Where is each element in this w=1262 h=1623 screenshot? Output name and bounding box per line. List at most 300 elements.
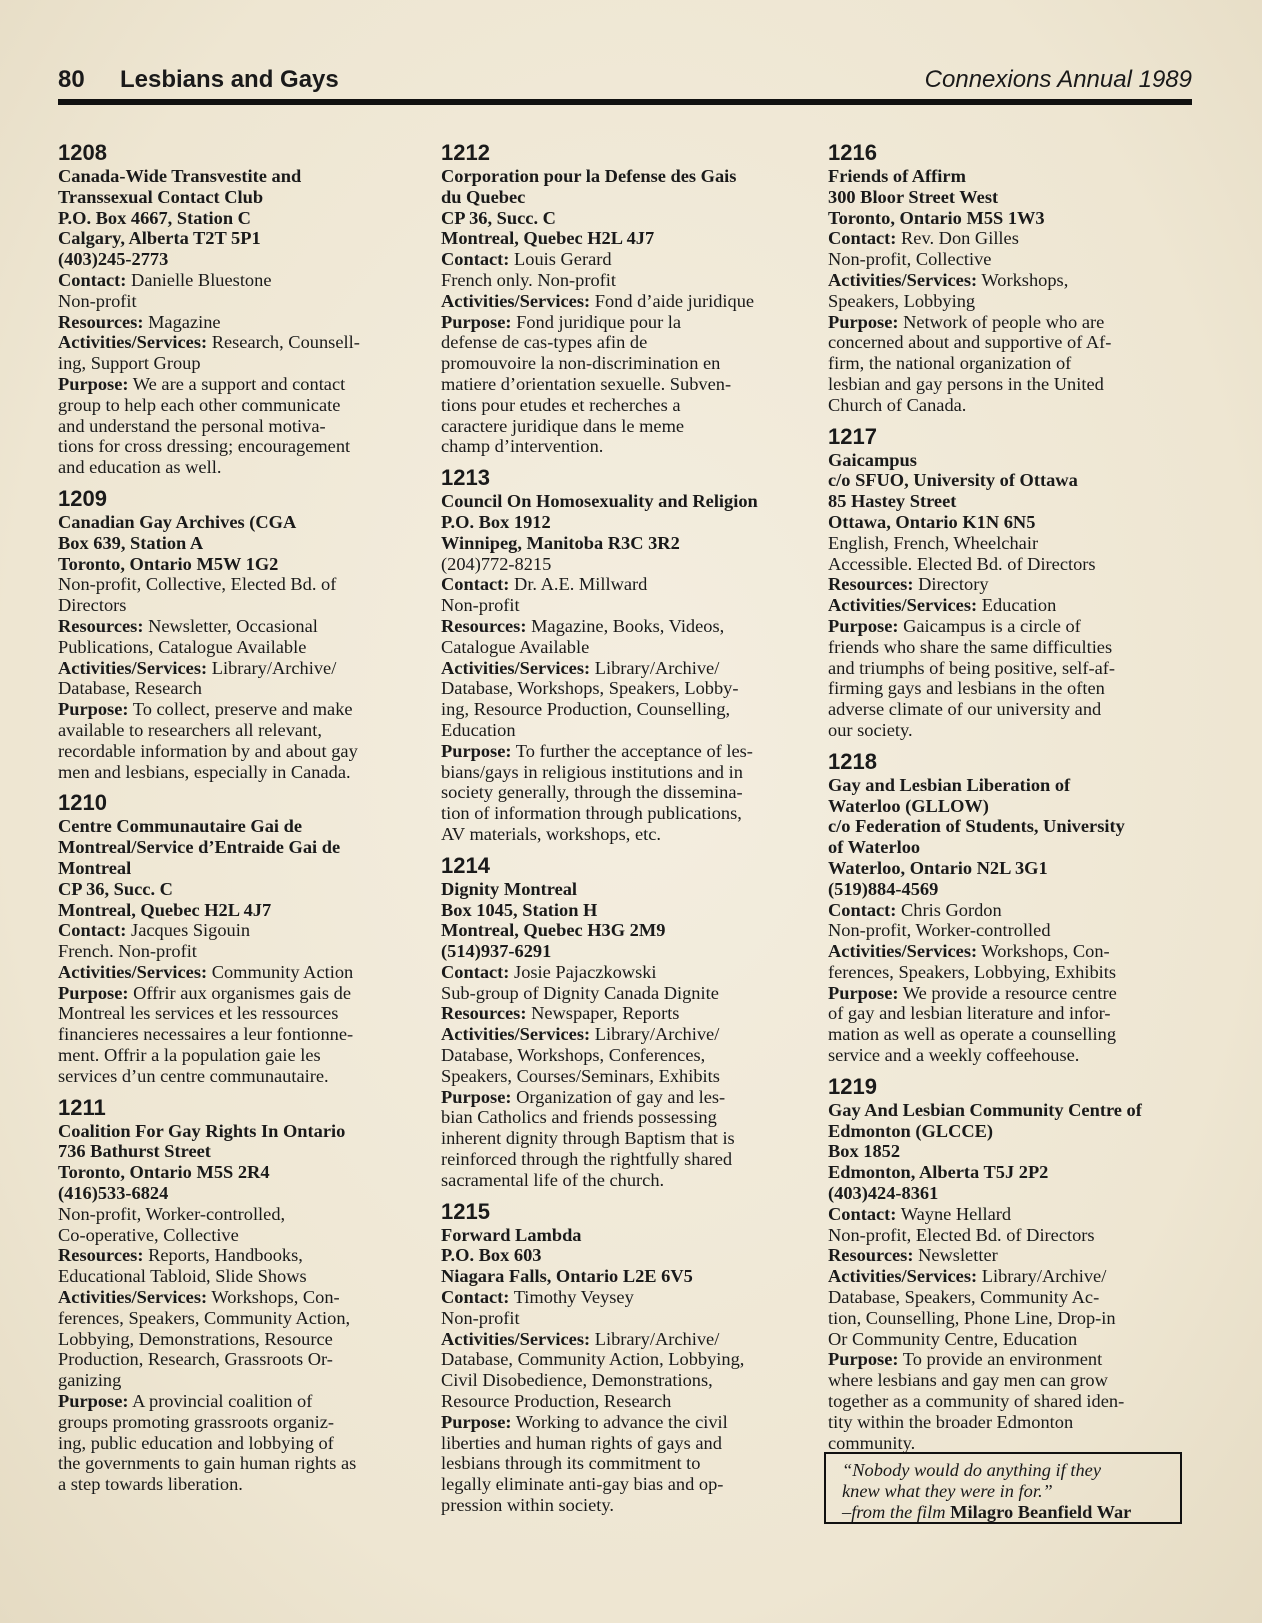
field-text: Community Action [207, 961, 354, 982]
entry-line [828, 720, 1192, 741]
field-text: lesbians through its commitment to [441, 1453, 701, 1474]
field-text: ganizing [58, 1370, 122, 1391]
entry-line [828, 637, 1192, 658]
field-text: bians/gays in religious institutions and in [441, 761, 743, 782]
field-text: Non-profit, Elected Bd. of Directors [828, 1224, 1095, 1245]
entry-line [58, 533, 418, 554]
quote-source-prefix: –from the film [842, 1502, 946, 1522]
entry-line [441, 1433, 805, 1454]
field-text: adverse climate of our university and [828, 699, 1102, 720]
page-number: 80 [58, 66, 85, 93]
entry-heading-text: c/o Federation of Students, University [828, 816, 1125, 837]
field-text: Sub-group of Dignity Canada Dignite [441, 982, 719, 1003]
entry-line [58, 1003, 418, 1024]
field-text: Non-profit [58, 290, 137, 311]
entry-heading-text: P.O. Box 1912 [441, 511, 551, 532]
entry-line [828, 291, 1192, 312]
entry-number: 1215 [441, 1198, 490, 1224]
field-text: Library/Archive/ [977, 1266, 1107, 1287]
field-text: and understand the personal motiva- [58, 415, 326, 436]
field-text: Library/Archive/ [590, 1328, 720, 1349]
field-label: Activities/Services: [828, 941, 978, 962]
field-text: services d’un centre communautaire. [58, 1065, 329, 1086]
field-text: and triumphs of being positive, self-af- [828, 657, 1116, 678]
field-text: Database, Workshops, Conferences, [441, 1045, 706, 1066]
field-label: Activities/Services: [58, 961, 208, 982]
field-text: tion of information through publications, [441, 803, 742, 824]
field-text: Network of people who are [898, 311, 1105, 332]
field-text: Workshops, Con- [977, 941, 1110, 962]
entry-number: 1217 [828, 423, 877, 449]
entry-line [441, 1087, 805, 1108]
entry-line [58, 741, 418, 762]
field-text: Offrir aux organismes gais de [128, 982, 352, 1003]
entry-heading-text: Ottawa, Ontario K1N 6N5 [828, 511, 1036, 532]
entry-line [828, 1003, 1192, 1024]
directory-entry [828, 749, 1192, 1066]
entry-line [58, 416, 418, 437]
field-text: Civil Disobedience, Demonstrations, [441, 1370, 713, 1391]
entry-line [828, 941, 1192, 962]
entry-heading-text: 736 Bathurst Street [58, 1141, 211, 1162]
entry-line [828, 1245, 1192, 1266]
directory-entry [828, 140, 1192, 416]
field-label: Resources: [441, 615, 527, 636]
entry-heading-text: 300 Bloor Street West [828, 186, 999, 207]
entry-line [441, 1412, 805, 1433]
field-text: where lesbians and gay men can grow [828, 1370, 1108, 1391]
entry-line [828, 512, 1192, 533]
field-text: French only. Non-profit [441, 269, 617, 290]
entry-line [58, 554, 418, 575]
entry-heading-text: Toronto, Ontario M5W 1G2 [58, 553, 279, 574]
entry-line [58, 1308, 418, 1329]
field-label: Purpose: [441, 740, 512, 761]
field-text: To collect, preserve and make [128, 699, 353, 720]
entry-line [441, 1024, 805, 1045]
entry-line [828, 837, 1192, 858]
field-text: tity within the broader Edmonton [828, 1411, 1074, 1432]
entry-line [441, 416, 805, 437]
entry-line [58, 879, 418, 900]
entry-line [58, 228, 418, 249]
entry-line [441, 574, 805, 595]
entry-line [58, 374, 418, 395]
field-text: matiere d’orientation sexuelle. Subven- [441, 373, 732, 394]
field-text: men and lesbians, especially in Canada. [58, 761, 351, 782]
field-text: Education [977, 595, 1057, 616]
entry-heading-text: Box 1852 [828, 1141, 901, 1162]
field-text: Database, Research [58, 678, 202, 699]
entry-heading-text: c/o SFUO, University of Ottawa [828, 470, 1078, 491]
header-rule [58, 99, 1192, 105]
field-text: Working to advance the civil [511, 1411, 728, 1432]
entry-line [828, 249, 1192, 270]
field-text: Database, Speakers, Community Ac- [828, 1287, 1100, 1308]
entry-line [828, 574, 1192, 595]
directory-entry [441, 140, 805, 457]
field-text: Catalogue Available [441, 636, 590, 657]
entry-line [828, 775, 1192, 796]
entry-line [828, 678, 1192, 699]
entry-heading-text: Council On Homosexuality and Religion [441, 491, 758, 512]
entry-line [58, 1391, 418, 1412]
field-text: lesbian and gay persons in the United [828, 373, 1104, 394]
field-label: Contact: [58, 920, 127, 941]
field-label: Purpose: [828, 1349, 899, 1370]
entry-line [828, 616, 1192, 637]
entry-line [828, 816, 1192, 837]
entry-line [828, 879, 1192, 900]
entry-number: 1211 [58, 1094, 106, 1120]
field-text: Non-profit, Worker-controlled, [58, 1203, 286, 1224]
entry-line [58, 512, 418, 533]
directory-entry [58, 486, 418, 782]
field-text: Rev. Don Gilles [896, 228, 1019, 249]
field-label: Purpose: [828, 982, 899, 1003]
entry-heading-text: (403)424-8361 [828, 1183, 939, 1204]
entry-line [441, 395, 805, 416]
field-label: Activities/Services: [828, 595, 978, 616]
entry-line [441, 1495, 805, 1516]
page-header [58, 62, 1192, 96]
entry-line [828, 533, 1192, 554]
field-text: Directory [913, 574, 989, 595]
entry-line [58, 1204, 418, 1225]
entry-line [58, 1370, 418, 1391]
entry-heading-text: Canadian Gay Archives (CGA [58, 511, 297, 532]
field-text: Directors [58, 595, 127, 616]
entry-number: 1214 [441, 852, 490, 878]
field-text: Dr. A.E. Millward [509, 574, 648, 595]
field-label: Activities/Services: [58, 657, 208, 678]
entry-line [828, 658, 1192, 679]
entry-line [58, 1329, 418, 1350]
field-text: Workshops, [977, 269, 1069, 290]
field-text: Educational Tabloid, Slide Shows [58, 1266, 307, 1287]
entry-line [828, 1225, 1192, 1246]
entry-line [58, 658, 418, 679]
entry-line [441, 962, 805, 983]
field-text: Library/Archive/ [590, 1024, 720, 1045]
field-text: Montreal les services et les ressources [58, 1003, 339, 1024]
field-label: Activities/Services: [828, 1266, 978, 1287]
entry-line [441, 782, 805, 803]
entry-heading-text: Centre Communautaire Gai de [58, 816, 302, 837]
entry-heading-text: P.O. Box 603 [441, 1245, 542, 1266]
field-text: mation as well as operate a counselling [828, 1024, 1117, 1045]
field-text: (204)772-8215 [441, 553, 552, 574]
entry-heading-text: Montreal/Service d’Entraide Gai de [58, 837, 341, 858]
entry-line [58, 332, 418, 353]
entry-line [58, 858, 418, 879]
field-text: We are a support and contact [128, 373, 346, 394]
field-text: Workshops, Con- [207, 1287, 340, 1308]
field-text: of gay and lesbian literature and infor- [828, 1003, 1111, 1024]
entry-heading-text: Toronto, Ontario M5S 1W3 [828, 207, 1045, 228]
field-text: firm, the national organization of [828, 353, 1072, 374]
field-text: friends who share the same difficulties [828, 636, 1113, 657]
publication-title: Connexions Annual 1989 [924, 66, 1192, 93]
entry-line [828, 332, 1192, 353]
entry-line [441, 1170, 805, 1191]
column-1 [58, 140, 418, 1503]
field-text: Education [441, 719, 516, 740]
field-label: Resources: [58, 615, 144, 636]
field-text: tions for cross dressing; encouragement [58, 436, 351, 457]
entry-line [828, 1141, 1192, 1162]
field-text: defense de cas-types afin de [441, 332, 648, 353]
field-text: tion, Counselling, Phone Line, Drop-in [828, 1307, 1116, 1328]
field-text: Organization of gay and les- [511, 1086, 726, 1107]
field-label: Resources: [441, 1003, 527, 1024]
entry-line [58, 353, 418, 374]
field-text: financieres necessaires a leur fontionne- [58, 1024, 354, 1045]
entry-line [828, 554, 1192, 575]
entry-line [828, 450, 1192, 471]
field-text: Lobbying, Demonstrations, Resource [58, 1328, 333, 1349]
field-text: Reports, Handbooks, [143, 1245, 303, 1266]
field-text: Or Community Centre, Education [828, 1328, 1078, 1349]
entry-line [828, 900, 1192, 921]
entry-line [828, 1412, 1192, 1433]
entry-line [441, 353, 805, 374]
entry-line [441, 228, 805, 249]
field-label: Purpose: [828, 311, 899, 332]
entry-line [58, 720, 418, 741]
field-text: Fond juridique pour la [511, 311, 682, 332]
field-text: together as a community of shared iden- [828, 1391, 1125, 1412]
entry-line [58, 436, 418, 457]
field-text: Database, Community Action, Lobbying, [441, 1349, 745, 1370]
entry-line [828, 1024, 1192, 1045]
entry-line [58, 637, 418, 658]
entry-line [441, 1266, 805, 1287]
entry-heading-text: Montreal, Quebec H2L 4J7 [441, 228, 655, 249]
entry-line [828, 187, 1192, 208]
entry-line [441, 166, 805, 187]
entry-line [441, 1370, 805, 1391]
entry-line [441, 941, 805, 962]
entry-line [58, 837, 418, 858]
entry-line [441, 900, 805, 921]
entry-line [58, 1287, 418, 1308]
entry-line [58, 395, 418, 416]
entry-line [828, 1391, 1192, 1412]
quote-line-1: “Nobody would do anything if they [842, 1460, 1101, 1480]
entry-heading-text: (519)884-4569 [828, 878, 939, 899]
field-text: concerned about and supportive of Af- [828, 332, 1112, 353]
field-text: Non-profit, Collective [828, 249, 992, 270]
field-label: Activities/Services: [441, 290, 591, 311]
entry-heading-text: Waterloo, Ontario N2L 3G1 [828, 857, 1048, 878]
entry-line [58, 816, 418, 837]
entry-heading-text: du Quebec [441, 186, 526, 207]
field-text: champ d’intervention. [441, 436, 604, 457]
entry-line [828, 796, 1192, 817]
field-text: society generally, through the dissemina- [441, 782, 743, 803]
entry-heading-text: (514)937-6291 [441, 941, 552, 962]
field-text: available to researchers all relevant, [58, 719, 322, 740]
entry-line [828, 858, 1192, 879]
entry-line [441, 1474, 805, 1495]
entry-line [441, 920, 805, 941]
entry-line [441, 1245, 805, 1266]
entry-line [58, 1349, 418, 1370]
field-text: and education as well. [58, 457, 222, 478]
entry-heading-text: Box 639, Station A [58, 532, 204, 553]
entry-line [441, 1107, 805, 1128]
field-label: Activities/Services: [58, 1287, 208, 1308]
field-text: ing, Resource Production, Counselling, [441, 699, 731, 720]
entry-heading-text: Niagara Falls, Ontario L2E 6V5 [441, 1266, 693, 1287]
field-text: A provincial coalition of [128, 1391, 313, 1412]
entry-line [441, 491, 805, 512]
entry-heading-text: Edmonton, Alberta T5J 2P2 [828, 1162, 1049, 1183]
field-label: Activities/Services: [441, 657, 591, 678]
entry-line [828, 1349, 1192, 1370]
entry-line [58, 291, 418, 312]
field-text: Magazine [143, 311, 221, 332]
entry-line [828, 208, 1192, 229]
entry-line [828, 595, 1192, 616]
entry-line [828, 353, 1192, 374]
field-text: inherent dignity through Baptism that is [441, 1128, 735, 1149]
entry-line [441, 1391, 805, 1412]
field-text: Wayne Hellard [896, 1203, 1012, 1224]
directory-entry [441, 1199, 805, 1516]
field-text: ing, Support Group [58, 353, 201, 374]
field-text: promouvoire la non-discrimination en [441, 353, 721, 374]
entry-line [441, 1066, 805, 1087]
field-text: ferences, Speakers, Community Action, [58, 1307, 351, 1328]
entry-line [828, 1100, 1192, 1121]
field-label: Resources: [58, 311, 144, 332]
entry-line [58, 312, 418, 333]
entry-heading-text: Friends of Affirm [828, 166, 966, 186]
entry-heading-text: 85 Hastey Street [828, 491, 957, 512]
entry-heading-text: Montreal, Quebec H3G 2M9 [441, 920, 666, 941]
entry-line [58, 962, 418, 983]
entry-line [58, 1024, 418, 1045]
column-2 [441, 140, 805, 1524]
field-text: ferences, Speakers, Lobbying, Exhibits [828, 961, 1117, 982]
quote-source-title: Milagro Beanfield War [950, 1502, 1132, 1522]
entry-heading-text: Waterloo (GLLOW) [828, 795, 989, 816]
field-label: Purpose: [441, 311, 512, 332]
entry-line [58, 762, 418, 783]
directory-entry [58, 1095, 418, 1495]
entry-line [58, 1225, 418, 1246]
entry-line [441, 1225, 805, 1246]
field-text: Library/Archive/ [590, 657, 720, 678]
directory-entry [828, 424, 1192, 741]
field-label: Contact: [828, 228, 897, 249]
entry-line [58, 270, 418, 291]
field-text: Chris Gordon [896, 899, 1002, 920]
entry-line [58, 208, 418, 229]
entry-heading-text: CP 36, Succ. C [441, 207, 556, 228]
field-text: Louis Gerard [509, 249, 612, 270]
field-text: Research, Counsell- [207, 332, 360, 353]
entry-line [441, 658, 805, 679]
entry-number: 1216 [828, 140, 877, 165]
field-text: Speakers, Courses/Seminars, Exhibits [441, 1065, 720, 1086]
field-text: Josie Pajaczkowski [509, 961, 657, 982]
directory-entry [441, 465, 805, 845]
entry-line [58, 1121, 418, 1142]
entry-line [441, 824, 805, 845]
field-label: Resources: [828, 574, 914, 595]
field-label: Purpose: [828, 615, 899, 636]
entry-line [441, 879, 805, 900]
field-text: community. [828, 1432, 916, 1453]
field-text: Co-operative, Collective [58, 1224, 239, 1245]
entry-line [441, 1045, 805, 1066]
entry-heading-text: Calgary, Alberta T2T 5P1 [58, 228, 261, 249]
entry-line [441, 270, 805, 291]
field-text: service and a weekly coffeehouse. [828, 1045, 1080, 1066]
field-text: our society. [828, 719, 913, 740]
field-text: Timothy Veysey [509, 1287, 634, 1308]
entry-line [828, 1433, 1192, 1454]
quote-box [824, 1452, 1182, 1524]
entry-heading-text: Gay and Lesbian Liberation of [828, 774, 1071, 795]
field-text: group to help each other communicate [58, 394, 341, 415]
entry-line [58, 574, 418, 595]
entry-heading-text: Corporation pour la Defense des Gais [441, 166, 737, 186]
entry-line [58, 983, 418, 1004]
field-text: reinforced through the rightfully shared [441, 1149, 733, 1170]
directory-entry [58, 790, 418, 1086]
entry-line [441, 699, 805, 720]
field-label: Activities/Services: [828, 269, 978, 290]
entry-line [58, 1045, 418, 1066]
entry-line [441, 983, 805, 1004]
entry-line [828, 920, 1192, 941]
entry-heading-text: Dignity Montreal [441, 878, 578, 899]
entry-line [441, 1329, 805, 1350]
entry-heading-text: (403)245-2773 [58, 249, 169, 270]
entry-line [441, 312, 805, 333]
field-label: Contact: [441, 1287, 510, 1308]
entry-heading-text: P.O. Box 4667, Station C [58, 207, 251, 228]
field-text: Resource Production, Research [441, 1391, 672, 1412]
field-label: Contact: [828, 1203, 897, 1224]
field-text: Speakers, Lobbying [828, 290, 976, 311]
entry-line [441, 1003, 805, 1024]
entry-heading-text: Edmonton (GLCCE) [828, 1120, 994, 1141]
field-text: To further the acceptance of les- [511, 740, 753, 761]
entry-line [441, 720, 805, 741]
entry-line [441, 741, 805, 762]
entry-line [441, 637, 805, 658]
entry-line [828, 962, 1192, 983]
entry-line [58, 616, 418, 637]
entry-line [828, 1045, 1192, 1066]
entry-line [58, 249, 418, 270]
entry-line [58, 457, 418, 478]
entry-line [58, 678, 418, 699]
field-text: Non-profit [441, 595, 520, 616]
entry-line [828, 1121, 1192, 1142]
field-text: Publications, Catalogue Available [58, 636, 307, 657]
entry-line [58, 1162, 418, 1183]
entry-line [441, 1453, 805, 1474]
directory-entry [58, 140, 418, 478]
entry-line [441, 187, 805, 208]
entry-line [828, 395, 1192, 416]
